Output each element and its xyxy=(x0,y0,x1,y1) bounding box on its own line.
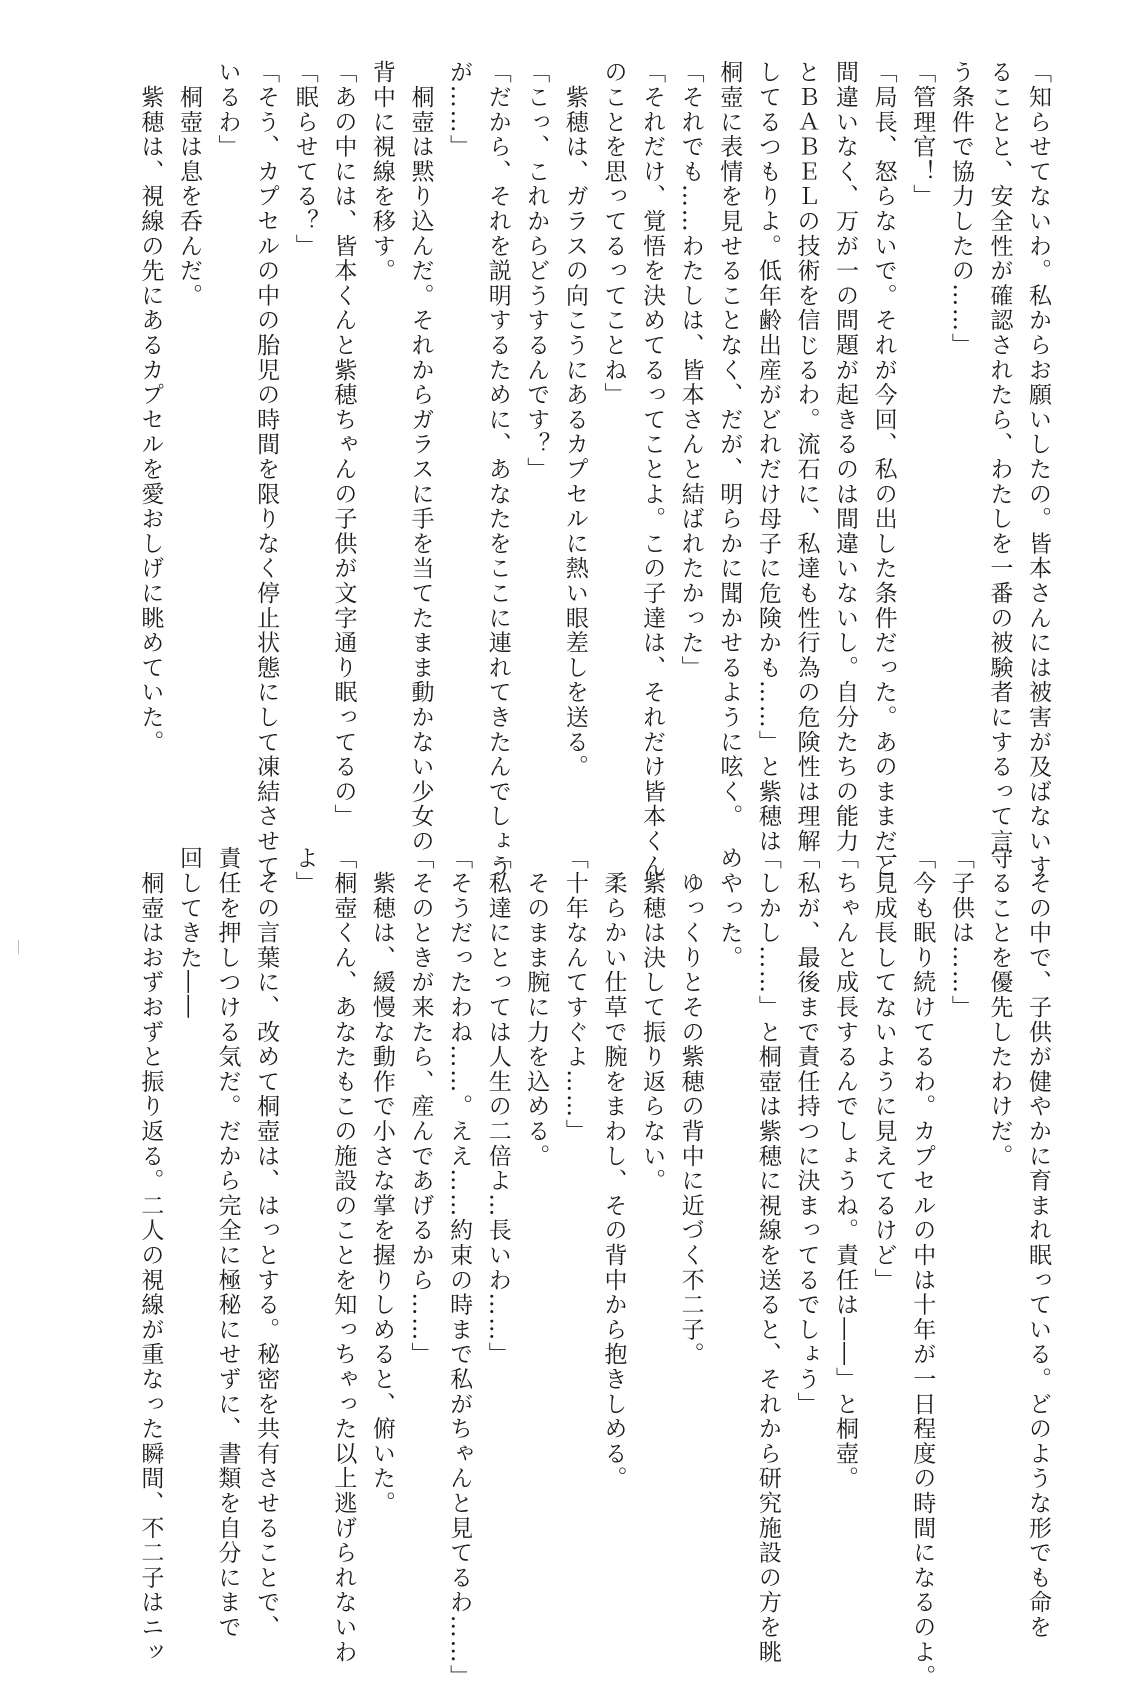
text-column: とＢＡＢＥＬの技術を信じるわ。流石に、私達も性行為の危険性は理解 xyxy=(793,60,820,854)
text-column: 「そう、カプセルの中の胎児の時間を限りなく停止状態にして凍結させて xyxy=(253,60,280,879)
text-column: よ」 xyxy=(291,846,318,896)
text-column: 「そのときが来たら、産んであげるから……」 xyxy=(407,846,434,1367)
text-column: 「局長、怒らないで。それが今回、私の出した条件だった。あのままだと xyxy=(870,60,897,879)
text-column: が……」 xyxy=(446,60,473,160)
lower-text-block xyxy=(130,846,1051,1689)
text-column: 「ちゃんと成長するんでしょうね。責任は――」と桐壺。 xyxy=(832,846,859,1491)
text-column: 柔らかい仕草で腕をまわし、その背中から抱きしめる。 xyxy=(600,846,627,1491)
text-column: 「知らせてないわ。私からお願いしたの。皆本さんには被害が及ばないす xyxy=(1025,60,1051,879)
text-column: 「今も眠り続けてるわ。カプセルの中は十年が一日程度の時間になるのよ。 xyxy=(909,846,936,1689)
text-column: 桐壺はおずおずと振り返る。二人の視線が重なった瞬間、不二子はニッ xyxy=(137,846,164,1665)
text-column: 「子供は……」 xyxy=(947,846,974,1020)
text-column: 紫穂は決して振り返らない。 xyxy=(639,846,666,1194)
text-column: 桐壺は息を呑んだ。 xyxy=(175,60,202,308)
text-column: ゆっくりとその紫穂の背中に近づく不二子。 xyxy=(677,846,704,1367)
text-column: 回してきた―― xyxy=(175,846,202,1020)
text-column: 桐壺に表情を見せることなく、だが、明らかに聞かせるように呟く。 xyxy=(716,60,743,829)
text-column: 紫穂は、緩慢な動作で小さな掌を握りしめると、俯いた。 xyxy=(368,846,395,1516)
text-column: 「こっ、これからどうするんです？」 xyxy=(523,60,550,482)
text-column: 「私達にとっては人生の二倍よ…長いわ……」 xyxy=(484,846,511,1367)
margin-mark xyxy=(18,940,19,954)
text-column: してるつもりよ。低年齢出産がどれだけ母子に危険かも……」と紫穂は xyxy=(754,60,781,854)
text-column: う条件で協力したの……」 xyxy=(947,60,974,358)
text-column: 「それだけ、覚悟を決めてるってことよ。この子達は、それだけ皆本くん xyxy=(639,60,666,879)
text-column: そのまま腕に力を込める。 xyxy=(523,846,550,1169)
text-column: 「しかし……」と桐壺は紫穂に視線を送ると、それから研究施設の方を眺 xyxy=(754,846,781,1665)
text-column: 紫穂は、ガラスの向こうにあるカプセルに熱い眼差しを送る。 xyxy=(561,60,588,780)
text-column: その言葉に、改めて桐壺は、はっとする。秘密を共有させることで、 xyxy=(253,846,280,1640)
text-column: めやった。 xyxy=(716,846,743,970)
text-column: 桐壺は黙り込んだ。それからガラスに手を当てたまま動かない少女の xyxy=(407,60,434,854)
text-column: 「それでも……わたしは、皆本さんと結ばれたかった」 xyxy=(677,60,704,680)
text-column: 「眠らせてる？」 xyxy=(291,60,318,259)
text-column: ることと、安全性が確認されたら、わたしを一番の被験者にするって言 xyxy=(986,60,1013,854)
text-column: のことを思ってるってことね」 xyxy=(600,60,627,408)
text-column: 「桐壺くん、あなたもこの施設のことを知っちゃった以上逃げられないわ xyxy=(330,846,357,1665)
text-column: いるわ」 xyxy=(214,60,241,160)
text-column: その中で、子供が健やかに育まれ眠っている。どのような形でも命を xyxy=(1025,846,1051,1640)
text-column: 紫穂は、視線の先にあるカプセルを愛おしげに眺めていた。 xyxy=(137,60,164,755)
text-column: 「管理官！」 xyxy=(909,60,936,209)
upper-text-block xyxy=(130,60,1051,879)
text-column: 一見成長してないように見えてるけど」 xyxy=(870,846,897,1293)
text-column: 「あの中には、皆本くんと紫穂ちゃんの子供が文字通り眠ってるの」 xyxy=(330,60,357,829)
text-column: 守ることを優先したわけだ。 xyxy=(986,846,1013,1169)
text-column: 間違いなく、万が一の問題が起きるのは間違いないし。自分たちの能力 xyxy=(832,60,859,854)
text-column: 「そうだったわね……。ええ……約束の時まで私がちゃんと見てるわ……」 xyxy=(446,846,473,1689)
text-column: 背中に視線を移す。 xyxy=(368,60,395,284)
text-column: 責任を押しつける気だ。だから完全に極秘にせずに、書類を自分にまで xyxy=(214,846,241,1640)
text-column: 「だから、それを説明するために、あなたをここに連れてきたんでしょう xyxy=(484,60,511,879)
text-column: 「十年なんてすぐよ……」 xyxy=(561,846,588,1144)
text-column: 「私が、最後まで責任持つに決まってるでしょう」 xyxy=(793,846,820,1417)
